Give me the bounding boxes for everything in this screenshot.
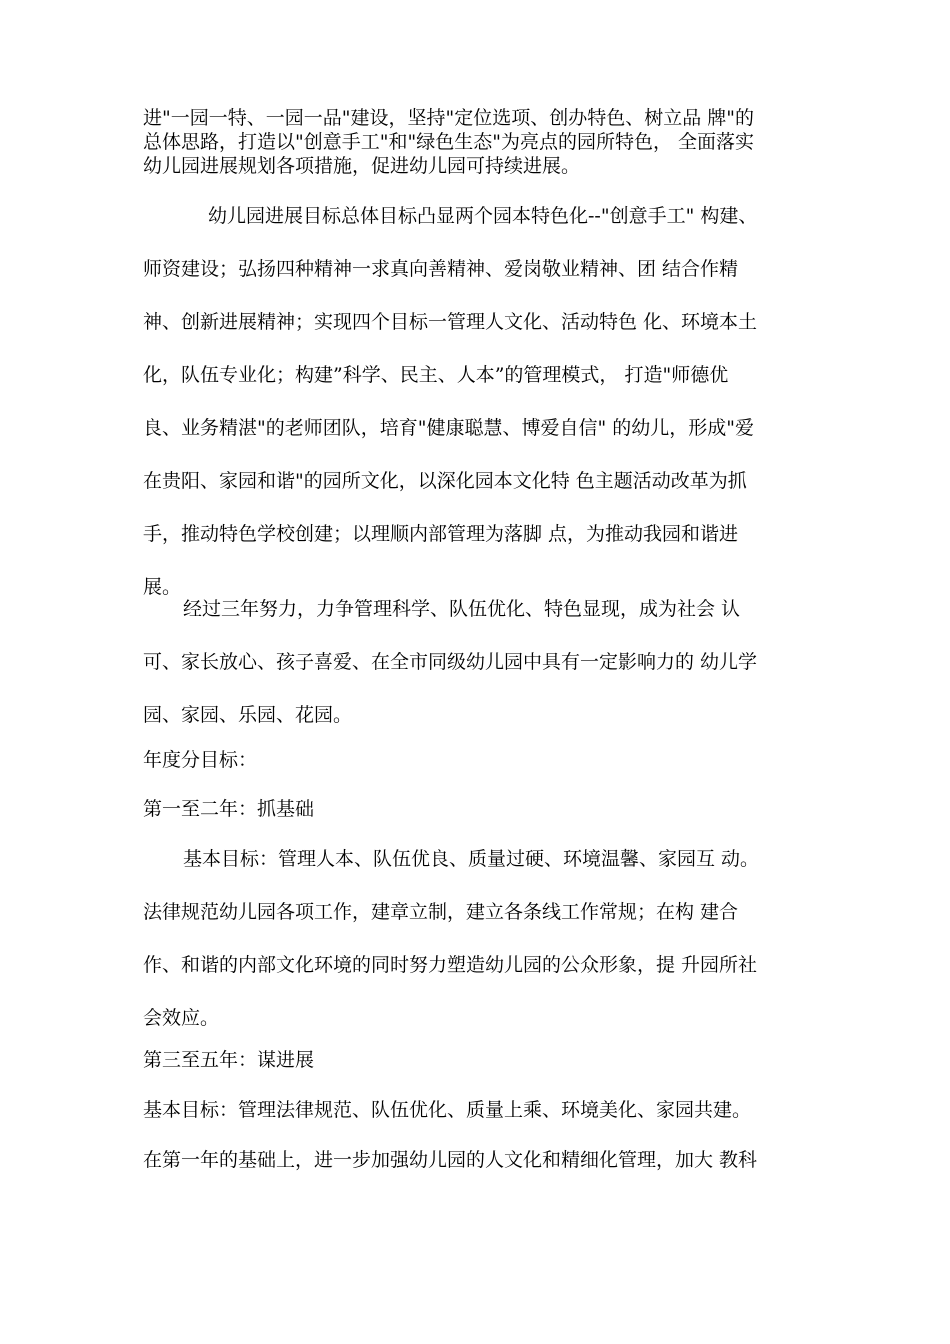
text-line: 化，队伍专业化；构建”科学、民主、人本”的管理模式， 打造"师德优 bbox=[143, 364, 729, 386]
text-line: 总体思路，打造以"创意手工"和"绿色生态"为亮点的园所特色， 全面落实 bbox=[143, 131, 754, 153]
text-line: 神、创新进展精神；实现四个目标一管理人文化、活动特色 化、环境本土 bbox=[143, 311, 758, 333]
text-line: 基本目标：管理人本、队伍优良、质量过硬、环境温馨、家园互 动。 bbox=[183, 848, 760, 870]
text-line: 在第一年的基础上，进一步加强幼儿园的人文化和精细化管理，加大 教科 bbox=[143, 1149, 758, 1171]
intro-paragraph bbox=[143, 106, 843, 178]
stage2-goal bbox=[143, 1084, 833, 1137]
text-line: 法律规范幼儿园各项工作，建章立制，建立各条线工作常规；在构 建合 bbox=[143, 901, 739, 923]
three-year-paragraph bbox=[143, 583, 833, 742]
text-line: 基本目标：管理法律规范、队伍优化、质量上乘、环境美化、家园共建。 bbox=[143, 1099, 752, 1121]
text-line: 年度分目标： bbox=[143, 749, 258, 771]
text-line: 良、业务精湛"的老师团队，培育"健康聪慧、博爱自信" 的幼儿，形成"爱 bbox=[143, 417, 754, 439]
stage1-heading bbox=[143, 783, 833, 836]
stage1-paragraph bbox=[143, 833, 833, 1045]
text-line: 手，推动特色学校创建；以理顺内部管理为落脚 点，为推动我园和谐进 bbox=[143, 523, 739, 545]
text-line: 可、家长放心、孩子喜爱、在全市同级幼儿园中具有一定影响力的 幼儿学 bbox=[143, 651, 758, 673]
stage2-detail bbox=[143, 1134, 833, 1187]
text-line: 经过三年努力，力争管理科学、队伍优化、特色显现，成为社会 认 bbox=[183, 598, 741, 620]
text-line: 会效应。 bbox=[143, 1007, 220, 1029]
text-line: 第三至五年：谋进展 bbox=[143, 1049, 315, 1071]
text-line: 园、家园、乐园、花园。 bbox=[143, 704, 353, 726]
development-goal-paragraph bbox=[143, 190, 833, 614]
stage2-heading bbox=[143, 1034, 833, 1087]
annual-goals-heading bbox=[143, 734, 833, 787]
text-line: 第一至二年：抓基础 bbox=[143, 798, 315, 820]
text-line: 师资建设；弘扬四种精神一求真向善精神、爱岗敬业精神、团 结合作精 bbox=[143, 258, 739, 280]
text-line: 幼儿园进展目标总体目标凸显两个园本特色化--"创意手工" 构建、 bbox=[208, 205, 758, 227]
text-line: 在贵阳、家园和谐"的园所文化，以深化园本文化特 色主题活动改革为抓 bbox=[143, 470, 747, 492]
text-line: 展。 bbox=[143, 576, 182, 598]
text-line: 幼儿园进展规划各项措施，促进幼儿园可持续进展。 bbox=[143, 155, 581, 177]
text-line: 作、和谐的内部文化环境的同时努力塑造幼儿园的公众形象，提 升园所社 bbox=[143, 954, 758, 976]
text-line: 进"一园一特、一园一品"建设，坚持"定位选项、创办特色、树立品 牌"的 bbox=[143, 107, 754, 129]
